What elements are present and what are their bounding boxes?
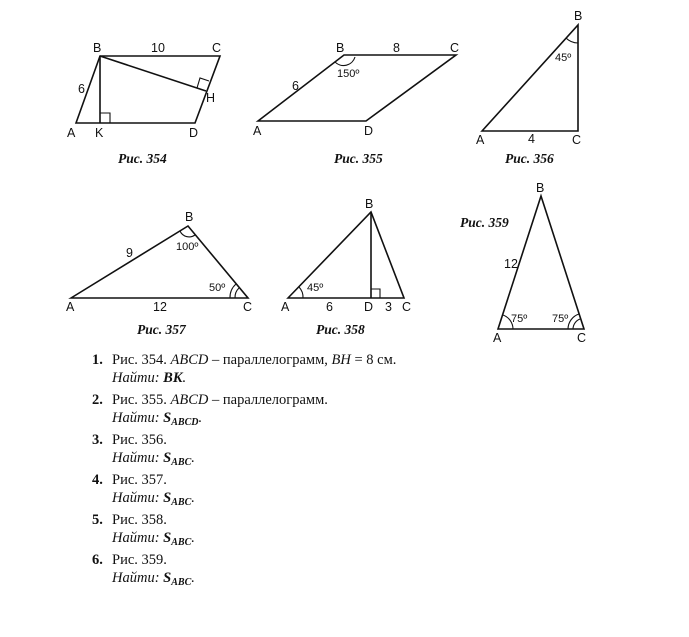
- label-d: D: [364, 124, 374, 138]
- task-number: 5.: [92, 512, 103, 528]
- label-c: C: [402, 300, 412, 314]
- label-a: A: [66, 300, 75, 314]
- angle-c-value: 75º: [552, 313, 569, 325]
- angle-arc-c-357-inner: [235, 288, 239, 298]
- angle-b-value: 45º: [555, 52, 572, 64]
- task-item: [92, 552, 652, 592]
- parallelogram-abcd-354: [76, 56, 220, 123]
- angle-arc-a-358: [299, 287, 303, 298]
- figure-358: [281, 197, 411, 337]
- task-item: [92, 432, 652, 472]
- task-number: 3.: [92, 432, 103, 448]
- task-question: Найти: BK.: [112, 370, 187, 386]
- task-number: 6.: [92, 552, 103, 568]
- label-b: B: [93, 41, 102, 55]
- label-a: A: [281, 300, 290, 314]
- side-ab-value: 12: [504, 257, 518, 271]
- right-angle-mark-k: [100, 113, 110, 123]
- label-a: A: [67, 126, 76, 140]
- task-number: 2.: [92, 392, 103, 408]
- angle-b-value: 100º: [176, 241, 199, 253]
- task-number: 1.: [92, 352, 103, 368]
- task-question: Найти: $S_{ABC}$.: [112, 530, 195, 548]
- side-ab-value: 9: [126, 246, 133, 260]
- side-dc-value: 3: [385, 300, 392, 314]
- figure-354: [67, 41, 221, 166]
- figure-356: [476, 9, 582, 166]
- side-ab-value: 6: [78, 82, 85, 96]
- task-item: [92, 512, 652, 552]
- right-angle-mark-h: [197, 78, 209, 88]
- label-h: H: [206, 91, 216, 105]
- caption-354: Рис. 354: [118, 151, 167, 166]
- task-condition: Рис. 354. ABCD – параллелограмм, BH = 8 см.: [112, 352, 397, 368]
- task-condition: Рис. 357.: [112, 472, 167, 488]
- angle-c-value: 50º: [209, 282, 226, 294]
- side-bc-value: 10: [151, 41, 165, 55]
- triangle-abc-358: [288, 212, 404, 298]
- label-a: A: [493, 331, 502, 345]
- task-list: [92, 352, 652, 592]
- label-k: K: [95, 126, 104, 140]
- angle-arc-b-355: [335, 57, 355, 66]
- task-condition: Рис. 356.: [112, 432, 167, 448]
- task-question: Найти: $S_{ABCD}$.: [112, 410, 203, 428]
- caption-359: Рис. 359: [460, 215, 509, 230]
- triangle-abc-356: [482, 25, 578, 131]
- side-bc-value: 8: [393, 41, 400, 55]
- label-a: A: [476, 133, 485, 147]
- caption-358: Рис. 358: [316, 322, 365, 337]
- label-c: C: [450, 41, 460, 55]
- side-ac-value: 12: [153, 300, 167, 314]
- side-ab-value: 6: [292, 79, 299, 93]
- angle-a-value: 45º: [307, 282, 324, 294]
- task-condition: Рис. 358.: [112, 512, 167, 528]
- task-condition: Рис. 359.: [112, 552, 167, 568]
- right-angle-mark-d: [371, 289, 380, 298]
- task-number: 4.: [92, 472, 103, 488]
- parallelogram-abcd-355: [258, 55, 456, 121]
- side-ac-value: 4: [528, 132, 535, 146]
- angle-arc-b-356: [566, 38, 578, 43]
- label-c: C: [243, 300, 253, 314]
- task-question: Найти: $S_{ABC}$.: [112, 490, 195, 508]
- task-item: [92, 392, 652, 432]
- caption-355: Рис. 355: [334, 151, 383, 166]
- figure-359: [460, 181, 586, 345]
- label-c: C: [572, 133, 582, 147]
- figure-355: [253, 41, 459, 166]
- side-ad-value: 6: [326, 300, 333, 314]
- task-condition: Рис. 355. ABCD – параллелограмм.: [112, 392, 328, 408]
- task-item: [92, 472, 652, 512]
- label-a: A: [253, 124, 262, 138]
- task-question: Найти: $S_{ABC}$.: [112, 450, 195, 468]
- label-b: B: [185, 210, 194, 224]
- task-item: [92, 352, 652, 392]
- angle-b-value: 150º: [337, 68, 360, 80]
- figure-357: [66, 210, 252, 337]
- label-c: C: [212, 41, 222, 55]
- label-c: C: [577, 331, 587, 345]
- label-b: B: [336, 41, 345, 55]
- label-b: B: [574, 9, 583, 23]
- task-question: Найти: $S_{ABC}$.: [112, 570, 195, 588]
- label-d: D: [189, 126, 199, 140]
- angle-a-value: 75º: [511, 313, 528, 325]
- caption-356: Рис. 356: [505, 151, 554, 166]
- label-d: D: [364, 300, 374, 314]
- caption-357: Рис. 357: [137, 322, 186, 337]
- label-b: B: [536, 181, 545, 195]
- segment-bh: [100, 56, 206, 91]
- label-b: B: [365, 197, 374, 211]
- angle-arc-c-359-inner: [573, 319, 580, 329]
